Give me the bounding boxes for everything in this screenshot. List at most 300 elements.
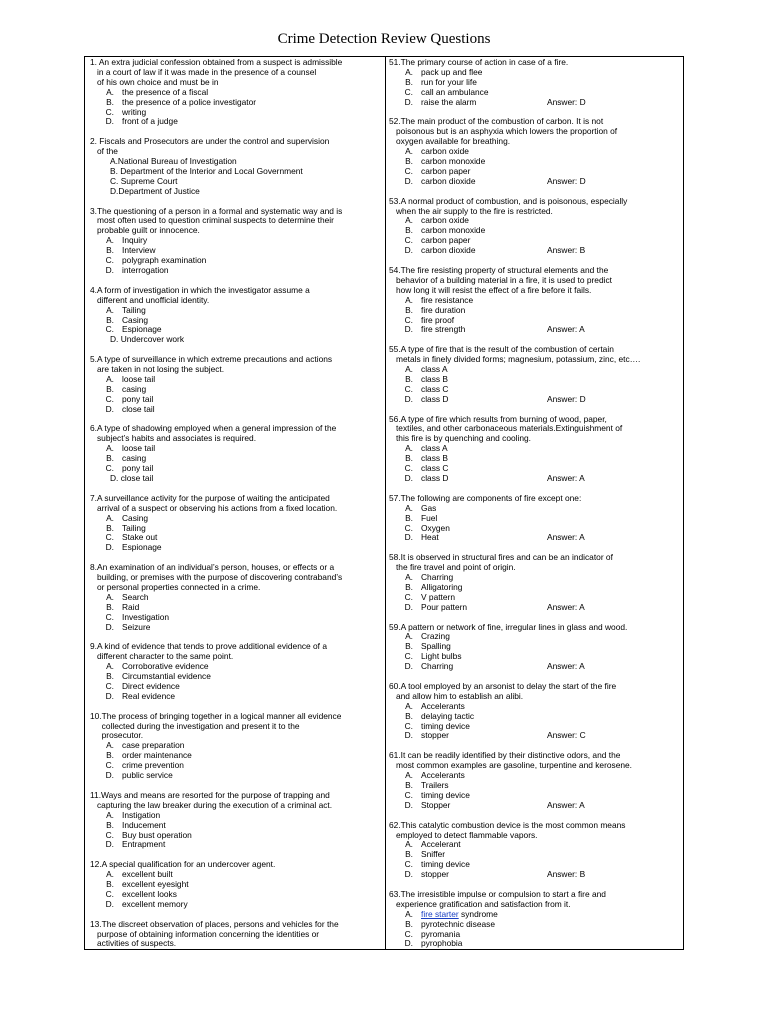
question-text: most common examples are gasoline, turpentine and kerosene.: [389, 760, 633, 771]
option-text: V pattern: [421, 591, 455, 602]
answer-option: [90, 543, 380, 553]
option-text: crime prevention: [122, 760, 184, 771]
option-text: Corroborative evidence: [122, 661, 209, 672]
answer-key: Answer: A: [547, 661, 585, 672]
option-text: class A: [421, 364, 448, 375]
option-letter: D.: [404, 938, 413, 948]
answer-option: [90, 514, 380, 524]
option-text: excellent built: [122, 869, 173, 880]
option-letter: C.: [105, 463, 114, 474]
option-text: Espionage: [122, 324, 162, 335]
option-text: fire resistance: [421, 294, 474, 305]
option-letter: C.: [105, 324, 114, 335]
question-text: 52.The main product of the combustion of carbon. It is not: [389, 116, 604, 127]
option-text: Interview: [122, 245, 156, 256]
option-text: carbon oxide: [421, 146, 469, 157]
question-item: [389, 623, 680, 673]
answer-key: Answer: A: [547, 799, 585, 810]
option-text: pony tail: [122, 463, 154, 474]
question-item: [90, 207, 380, 276]
answer-option: [389, 474, 680, 484]
option-text: excellent eyesight: [122, 879, 189, 890]
option-indent: [90, 157, 110, 167]
option-text: Investigation: [122, 611, 170, 622]
option-text: fire duration: [421, 304, 466, 315]
option-text: loose tail: [122, 443, 156, 454]
option-letter: D.: [404, 730, 413, 741]
option-text: Charring: [421, 572, 454, 583]
option-text: Buy bust operation: [122, 829, 192, 840]
answer-key: Answer: D: [547, 393, 586, 404]
option-letter: D.: [105, 542, 114, 553]
question-text: experience gratification and satisfaction from it.: [389, 898, 571, 909]
option-letter: A.: [405, 700, 413, 711]
question-text: this fire is by quenching and cooling.: [389, 433, 531, 444]
question-item: [90, 286, 380, 345]
option-text: Charring: [421, 661, 454, 672]
option-text: Raid: [122, 601, 140, 612]
option-letter: D.: [404, 532, 413, 543]
option-letter: B.: [405, 581, 413, 592]
question-text: 11.Ways and means are resorted for the purpose of trapping and: [90, 789, 330, 800]
option-text: Real evidence: [122, 690, 176, 701]
question-text: 2. Fiscals and Prosecutors are under the control and supervision: [90, 136, 330, 147]
option-text: class C: [421, 463, 449, 474]
answer-option: [90, 117, 380, 127]
question-text: oxygen available for breathing.: [389, 136, 511, 147]
option-letter: D.: [404, 799, 413, 810]
option-letter: B.: [106, 453, 114, 464]
option-letter: C.: [105, 106, 114, 117]
question-text: of the: [90, 146, 118, 157]
option-letter: D.: [404, 393, 413, 404]
question-item: [389, 117, 680, 186]
option-text: Instigation: [122, 809, 161, 820]
answer-option: [389, 603, 680, 613]
option-text: timing device: [421, 789, 470, 800]
option-text: Search: [122, 591, 149, 602]
option-letter: D.: [404, 245, 413, 256]
option-text: D. close tail: [110, 472, 154, 483]
question-item: [389, 890, 680, 948]
option-text: class A: [421, 443, 448, 454]
question-text: 54.The fire resisting property of structural elements and the: [389, 264, 609, 275]
question-item: [90, 137, 380, 196]
option-text: writing: [122, 106, 147, 117]
option-text: polygraph examination: [122, 255, 207, 266]
option-text: carbon oxide: [421, 215, 469, 226]
answer-option: [389, 98, 680, 108]
option-letter: A.: [405, 770, 413, 781]
option-letter: D.: [105, 898, 114, 909]
option-text: Casing: [122, 314, 149, 325]
answer-option: [389, 514, 680, 524]
question-text: 8.An examination of an individual’s person, houses, or effects or a: [90, 562, 335, 573]
option-letter: A.: [106, 869, 114, 880]
option-text: carbon monoxide: [421, 225, 486, 236]
option-letter: A.: [405, 364, 413, 375]
option-letter: B.: [405, 780, 413, 790]
option-text: D. Undercover work: [110, 334, 185, 345]
option-letter: D.: [105, 690, 114, 701]
option-text: excellent looks: [122, 888, 177, 899]
question-text: how long it will resist the effect of a fire before it fails.: [389, 284, 592, 295]
option-text: Tailing: [122, 304, 146, 315]
question-text: probable guilt or innocence.: [90, 225, 200, 236]
option-text: pyrotechnic disease: [421, 918, 496, 929]
answer-option: [90, 692, 380, 702]
option-letter: C.: [404, 86, 413, 97]
question-item: [90, 58, 380, 127]
option-text: Entrapment: [122, 839, 166, 850]
option-text: Accelerants: [421, 770, 465, 781]
question-text: 58.It is observed in structural fires and can be an indicator of: [389, 552, 613, 563]
option-letter: B.: [106, 750, 114, 761]
question-text: 9.A kind of evidence that tends to prove additional evidence of a: [90, 641, 327, 652]
option-letter: D.: [404, 175, 413, 186]
option-text: Light bulbs: [421, 651, 462, 662]
answer-option: [90, 623, 380, 633]
option-letter: D.: [404, 324, 413, 335]
option-letter: A.: [405, 294, 413, 305]
option-letter: C.: [404, 928, 413, 939]
question-text: and allow him to establish an alibi.: [389, 690, 524, 701]
option-letter: B.: [405, 710, 413, 721]
option-letter: C.: [404, 235, 413, 246]
question-text: 59.A pattern or network of fine, irregular lines in glass and wood.: [389, 621, 628, 632]
option-letter: D.: [105, 770, 114, 781]
option-text: case preparation: [122, 740, 185, 751]
question-item: [90, 355, 380, 414]
option-letter: C.: [105, 532, 114, 543]
question-text: are taken in not losing the subject.: [90, 364, 225, 375]
question-text: 60.A tool employed by an arsonist to delay the start of the fire: [389, 680, 617, 691]
question-text: of his own choice and must be in: [90, 76, 219, 87]
answer-key: Answer: A: [547, 601, 585, 612]
question-text: the fire travel and point of origin.: [389, 562, 516, 573]
question-item: [90, 920, 380, 948]
option-letter: A.: [106, 235, 114, 246]
question-text: subject’s habits and associates is required.: [90, 433, 257, 444]
option-letter: C.: [404, 165, 413, 176]
option-text: Gas: [421, 502, 437, 513]
option-indent: [90, 167, 110, 177]
option-text: call an ambulance: [421, 86, 489, 97]
answer-option: [90, 840, 380, 850]
option-letter: A.: [405, 502, 413, 513]
question-text: prosecutor.: [90, 730, 144, 741]
option-text: timing device: [421, 859, 470, 870]
answer-option: [90, 405, 380, 415]
option-text: class D: [421, 393, 449, 404]
question-text: poisonous but is an asphyxia which lowers the proportion of: [389, 126, 618, 137]
option-letter: A.: [106, 591, 114, 602]
option-text: front of a judge: [122, 116, 178, 127]
question-text: 1. An extra judicial confession obtained from a suspect is admissible: [90, 58, 343, 67]
question-text: 53.A normal product of combustion, and is poisonous, especially: [389, 195, 628, 206]
option-indent: [90, 474, 110, 484]
option-letter: B.: [106, 96, 114, 107]
option-text: carbon dioxide: [421, 175, 476, 186]
column-divider: [385, 56, 386, 950]
option-text: class D: [421, 472, 449, 483]
question-text: 51.The primary course of action in case of a fire.: [389, 58, 569, 67]
question-text: when the air supply to the fire is restricted.: [389, 205, 553, 216]
option-letter: B.: [405, 918, 413, 929]
option-letter: D.: [404, 96, 413, 107]
option-letter: D.: [105, 403, 114, 414]
option-letter: A.: [106, 740, 114, 751]
option-text: Circumstantial evidence: [122, 671, 211, 682]
question-text: 61.It can be readily identified by their distinctive odors, and the: [389, 750, 621, 761]
option-text: public service: [122, 770, 173, 781]
question-text: purpose of obtaining information concerning the identities or: [90, 928, 320, 939]
option-text: stopper: [421, 869, 449, 880]
option-text: Accelerant: [421, 839, 461, 850]
option-letter: C.: [404, 314, 413, 325]
option-text: fire proof: [421, 314, 455, 325]
option-text: Direct evidence: [122, 680, 180, 691]
option-letter: B.: [106, 601, 114, 612]
option-text: Oxygen: [421, 522, 450, 533]
option-letter: A.: [106, 304, 114, 315]
answer-option: [90, 335, 380, 345]
answer-option: [389, 939, 680, 948]
question-text: 57.The following are components of fire except one:: [389, 492, 582, 503]
answer-option: [389, 395, 680, 405]
option-text: Fuel: [421, 512, 438, 523]
right-column: [389, 58, 680, 948]
option-letter: C.: [404, 383, 413, 394]
option-letter: A.: [106, 86, 114, 97]
option-letter: C.: [105, 680, 114, 691]
answer-option: [90, 187, 380, 197]
option-letter: B.: [106, 383, 114, 394]
question-text: 3.The questioning of a person in a formal and systematic way and is: [90, 205, 343, 216]
option-letter: A.: [405, 908, 413, 919]
question-text: metals in finely divided forms; magnesium, potassium, zinc, etc….: [389, 354, 641, 365]
option-letter: A.: [106, 512, 114, 523]
question-text: 55.A type of fire that is the result of the combustion of certain: [389, 344, 614, 355]
option-letter: D.: [105, 116, 114, 127]
question-item: [389, 415, 680, 484]
question-item: [90, 791, 380, 850]
option-text: Espionage: [122, 542, 162, 553]
question-text: arrival of a suspect or observing his actions from a fixed location.: [90, 502, 338, 513]
option-letter: A.: [405, 146, 413, 157]
option-letter: C.: [404, 651, 413, 662]
answer-option: [389, 177, 680, 187]
option-text: carbon dioxide: [421, 245, 476, 256]
answer-option: [90, 771, 380, 781]
option-text: Casing: [122, 512, 149, 523]
option-text: Stake out: [122, 532, 158, 543]
option-letter: B.: [106, 879, 114, 890]
question-text: 6.A type of shadowing employed when a general impression of the: [90, 423, 337, 434]
option-letter: B.: [106, 671, 114, 682]
option-text: casing: [122, 383, 147, 394]
question-item: [389, 682, 680, 741]
option-text: excellent memory: [122, 898, 188, 909]
option-indent: [90, 335, 110, 345]
option-letter: B.: [106, 522, 114, 533]
option-letter: D.: [404, 869, 413, 880]
answer-key: Answer: D: [547, 175, 586, 186]
question-text: 56.A type of fire which results from burning of wood, paper,: [389, 413, 607, 424]
question-text: different and unofficial identity.: [90, 294, 210, 305]
option-letter: C.: [105, 611, 114, 622]
option-text: Heat: [421, 532, 439, 543]
answer-key: Answer: A: [547, 324, 585, 335]
question-text: 7.A surveillance activity for the purpose of waiting the anticipated: [90, 492, 330, 503]
option-text: Crazing: [421, 631, 450, 642]
question-text: 62.This catalytic combustion device is the most common means: [389, 819, 626, 830]
option-letter: C.: [404, 720, 413, 731]
question-item: [90, 860, 380, 910]
question-item: [389, 553, 680, 612]
question-text: collected during the investigation and present it to the: [90, 720, 300, 731]
question-item: [389, 58, 680, 108]
answer-option: [389, 870, 680, 880]
option-letter: A.: [106, 373, 114, 384]
answer-option: [90, 900, 380, 910]
option-text: timing device: [421, 720, 470, 731]
option-text: stopper: [421, 730, 449, 741]
option-letter: A.: [405, 66, 413, 77]
option-letter: C.: [404, 463, 413, 474]
answer-key: Answer: B: [547, 245, 586, 256]
option-text: Inducement: [122, 819, 166, 830]
question-item: [90, 424, 380, 483]
answer-key: Answer: A: [547, 472, 585, 483]
question-item: [389, 345, 680, 404]
question-text: in a court of law if it was made in the presence of a counsel: [90, 66, 317, 77]
option-letter: C.: [404, 789, 413, 800]
option-letter: D.: [105, 839, 114, 850]
option-letter: A.: [405, 572, 413, 583]
option-letter: B.: [106, 819, 114, 830]
option-indent: [90, 187, 110, 197]
option-text: interrogation: [122, 265, 169, 275]
question-item: [389, 266, 680, 335]
option-letter: A.: [106, 809, 114, 820]
option-letter: A.: [405, 443, 413, 454]
answer-option: [389, 325, 680, 335]
option-text: carbon paper: [421, 165, 471, 176]
question-text: most often used to question criminal suspects to determine their: [90, 215, 334, 226]
answer-option: [389, 246, 680, 256]
option-letter: D.: [105, 265, 114, 275]
question-text: capturing the law breaker during the execution of a criminal act.: [90, 799, 333, 810]
option-text: Tailing: [122, 522, 146, 533]
option-text: fire starter syndrome: [421, 908, 498, 919]
answer-option: [90, 266, 380, 276]
option-text: delaying tactic: [421, 710, 475, 721]
answer-key: Answer: C: [547, 730, 586, 741]
option-text: pyromania: [421, 928, 461, 939]
option-letter: B.: [405, 373, 413, 384]
option-text: A.National Bureau of Investigation: [110, 156, 237, 167]
option-text: Spalling: [421, 641, 451, 652]
option-text: class B: [421, 453, 448, 464]
question-text: 10.The process of bringing together in a logical manner all evidence: [90, 710, 342, 721]
option-letter: D.: [404, 601, 413, 612]
question-text: textiles, and other carbonaceous materials.Extinguishment of: [389, 423, 623, 434]
question-item: [90, 712, 380, 781]
option-indent: [90, 177, 110, 187]
question-item: [90, 642, 380, 701]
option-letter: A.: [106, 661, 114, 672]
option-text: Sniffer: [421, 849, 446, 860]
question-text: 5.A type of surveillance in which extreme precautions and actions: [90, 354, 333, 365]
question-text: activities of suspects.: [90, 938, 177, 948]
question-text: 63.The irresistible impulse or compulsion to start a fire and: [389, 888, 606, 899]
option-text: C. Supreme Court: [110, 175, 178, 186]
option-letter: B.: [106, 245, 114, 256]
answer-option: [389, 533, 680, 543]
fire-starter-link[interactable]: fire starter: [421, 908, 459, 919]
option-letter: B.: [405, 453, 413, 464]
question-text: different character to the same point.: [90, 651, 234, 662]
option-text: Stopper: [421, 799, 451, 810]
option-letter: C.: [105, 255, 114, 266]
question-text: or personal properties connected in a crime.: [90, 581, 261, 592]
option-letter: B.: [405, 512, 413, 523]
option-letter: D.: [105, 621, 114, 632]
option-letter: B.: [405, 225, 413, 236]
option-letter: C.: [105, 829, 114, 840]
option-text: Alligatoring: [421, 581, 463, 592]
option-text: Seizure: [122, 621, 151, 632]
option-text: close tail: [122, 403, 155, 414]
option-letter: B.: [405, 156, 413, 167]
option-text: run for your life: [421, 76, 477, 87]
question-text: 12.A special qualification for an undercover agent.: [90, 859, 276, 870]
answer-option: [389, 662, 680, 672]
option-text: the presence of a police investigator: [122, 96, 257, 107]
option-text: Trailers: [421, 780, 449, 790]
left-column: [90, 58, 380, 948]
option-letter: A.: [405, 631, 413, 642]
option-letter: C.: [404, 591, 413, 602]
question-text: 13.The discreet observation of places, persons and vehicles for the: [90, 918, 339, 929]
option-text: class B: [421, 373, 448, 384]
question-item: [90, 494, 380, 553]
option-letter: D.: [404, 472, 413, 483]
option-letter: C.: [105, 760, 114, 771]
answer-option: [90, 474, 380, 484]
option-text: carbon monoxide: [421, 156, 486, 167]
option-letter: B.: [405, 76, 413, 87]
option-text: D.Department of Justice: [110, 185, 200, 196]
option-letter: B.: [405, 304, 413, 315]
option-text: Pour pattern: [421, 601, 468, 612]
option-text: pack up and flee: [421, 66, 483, 77]
option-text: loose tail: [122, 373, 156, 384]
option-text: carbon paper: [421, 235, 471, 246]
option-letter: D.: [404, 661, 413, 672]
option-letter: C.: [404, 859, 413, 870]
option-letter: A.: [106, 443, 114, 454]
option-text: Inquiry: [122, 235, 148, 246]
option-text: Accelerants: [421, 700, 465, 711]
option-text: casing: [122, 453, 147, 464]
question-item: [389, 751, 680, 810]
answer-key: Answer: B: [547, 869, 586, 880]
option-text: pyrophobia: [421, 938, 463, 948]
question-item: [389, 197, 680, 256]
option-letter: A.: [405, 839, 413, 850]
